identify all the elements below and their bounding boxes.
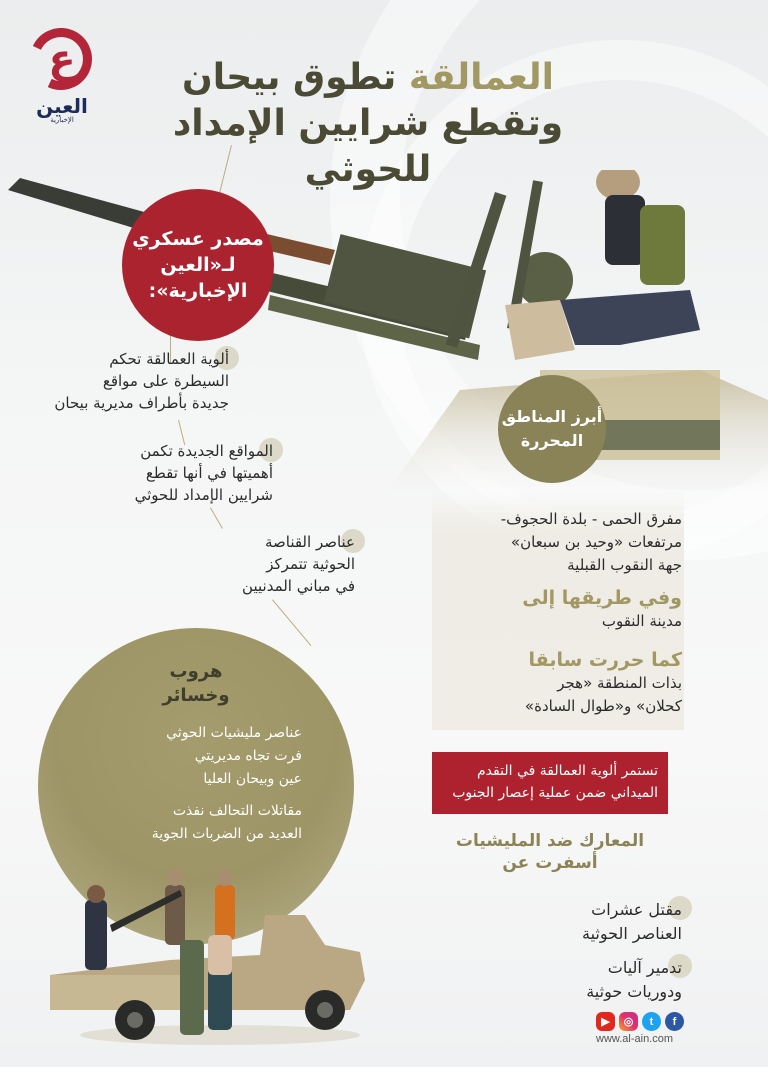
twitter-icon[interactable]: t bbox=[642, 1012, 661, 1031]
source-line: لـ«العين bbox=[160, 254, 236, 276]
flight-line: عناصر مليشيات الحوثي bbox=[166, 725, 302, 741]
truck-photo bbox=[50, 860, 370, 1050]
title-line-2: وتقطع شرايين الإمداد للحوثي bbox=[172, 103, 564, 190]
result-line: مقتل عشرات bbox=[591, 900, 682, 919]
title-accent-word: العمالقة bbox=[408, 57, 554, 98]
liberated-areas-panel bbox=[432, 490, 684, 730]
areas-line: مرتفعات «وحيد بن سبعان» bbox=[510, 533, 682, 551]
areas-line: جهة النقوب القبلية bbox=[567, 556, 682, 574]
areas-block-3-head: كما حررت سابقا bbox=[528, 649, 682, 671]
bullet-item bbox=[63, 440, 273, 506]
banner-line: تستمر ألوية العمالقة في التقدم bbox=[477, 763, 658, 779]
source-circle bbox=[122, 189, 274, 341]
bullet-line: ألوية العمالقة تحكم bbox=[109, 350, 229, 368]
result-item bbox=[432, 898, 682, 946]
results-title bbox=[432, 830, 668, 874]
bullet-line: شرايين الإمداد للحوثي bbox=[134, 486, 273, 504]
facebook-icon[interactable]: f bbox=[665, 1012, 684, 1031]
result-line: ودوريات حوثية bbox=[586, 982, 682, 1001]
website-link[interactable]: www.al-ain.com bbox=[596, 1033, 674, 1045]
connector-line bbox=[272, 599, 311, 646]
source-line: الإخبارية»: bbox=[148, 280, 248, 302]
areas-block-2-text: مدينة النقوب bbox=[601, 612, 682, 630]
result-item bbox=[432, 956, 682, 1004]
areas-block-2-head: وفي طريقها إلى bbox=[522, 587, 682, 609]
logo-subtitle: الإخبارية bbox=[50, 116, 74, 124]
social-links bbox=[596, 1012, 688, 1032]
logo-name: العين bbox=[36, 94, 88, 118]
bullet-line: عناصر القناصة bbox=[264, 533, 355, 551]
areas-line: كحلان» و«طوال السادة» bbox=[524, 697, 682, 715]
flight-line: مقاتلات التحالف نفذت bbox=[172, 803, 302, 819]
result-line: العناصر الحوثية bbox=[581, 924, 682, 943]
bullet-line: أهميتها في أنها تقطع bbox=[145, 464, 273, 482]
flight-para-2 bbox=[92, 800, 302, 846]
title-line-1 bbox=[108, 55, 628, 101]
flight-line: فرت تجاه مديريتي bbox=[194, 748, 302, 764]
bullet-line: السيطرة على مواقع bbox=[102, 372, 229, 390]
bullet-item bbox=[19, 348, 229, 414]
results-title-line: المعارك ضد المليشيات bbox=[455, 831, 645, 851]
operation-banner bbox=[432, 752, 668, 814]
al-ain-logo bbox=[26, 28, 98, 128]
youtube-icon[interactable]: ▶ bbox=[596, 1012, 615, 1031]
areas-block-1 bbox=[450, 508, 682, 577]
results-title-line: أسفرت عن bbox=[502, 853, 598, 873]
areas-block-3-text bbox=[450, 672, 682, 718]
source-line: مصدر عسكري bbox=[132, 228, 264, 250]
result-line: تدمير آليات bbox=[607, 958, 682, 977]
bullet-line: جديدة بأطراف مديرية بيحان bbox=[54, 394, 229, 412]
flight-title-line: هروب bbox=[169, 661, 223, 682]
instagram-icon[interactable]: ◎ bbox=[619, 1012, 638, 1031]
banner-line: الميداني ضمن عملية إعصار الجنوب bbox=[452, 785, 658, 801]
flight-para-1 bbox=[92, 722, 302, 791]
bullet-line: المواقع الجديدة تكمن bbox=[140, 442, 273, 460]
liberated-circle-line: المحررة bbox=[520, 431, 584, 450]
flight-losses-title bbox=[38, 660, 354, 708]
bullet-line: الحوثية تتمركز bbox=[266, 555, 355, 573]
flight-line: العديد من الضربات الجوية bbox=[151, 826, 302, 842]
areas-line: مفرق الحمى - بلدة الحجوف- bbox=[500, 510, 682, 528]
flight-line: عين وبيحان العليا bbox=[203, 771, 302, 787]
title-line1-rest: تطوق بيحان bbox=[182, 57, 397, 98]
liberated-areas-circle bbox=[498, 375, 606, 483]
bullet-line: في مباني المدنيين bbox=[242, 577, 355, 595]
areas-line: بذات المنطقة «هجر bbox=[557, 674, 682, 692]
bullet-item bbox=[155, 531, 355, 597]
liberated-circle-line: أبرز المناطق bbox=[501, 407, 603, 426]
connector-line bbox=[210, 508, 223, 529]
flight-title-line: وخسائر bbox=[162, 685, 230, 706]
logo-glyph: ع bbox=[48, 36, 76, 82]
